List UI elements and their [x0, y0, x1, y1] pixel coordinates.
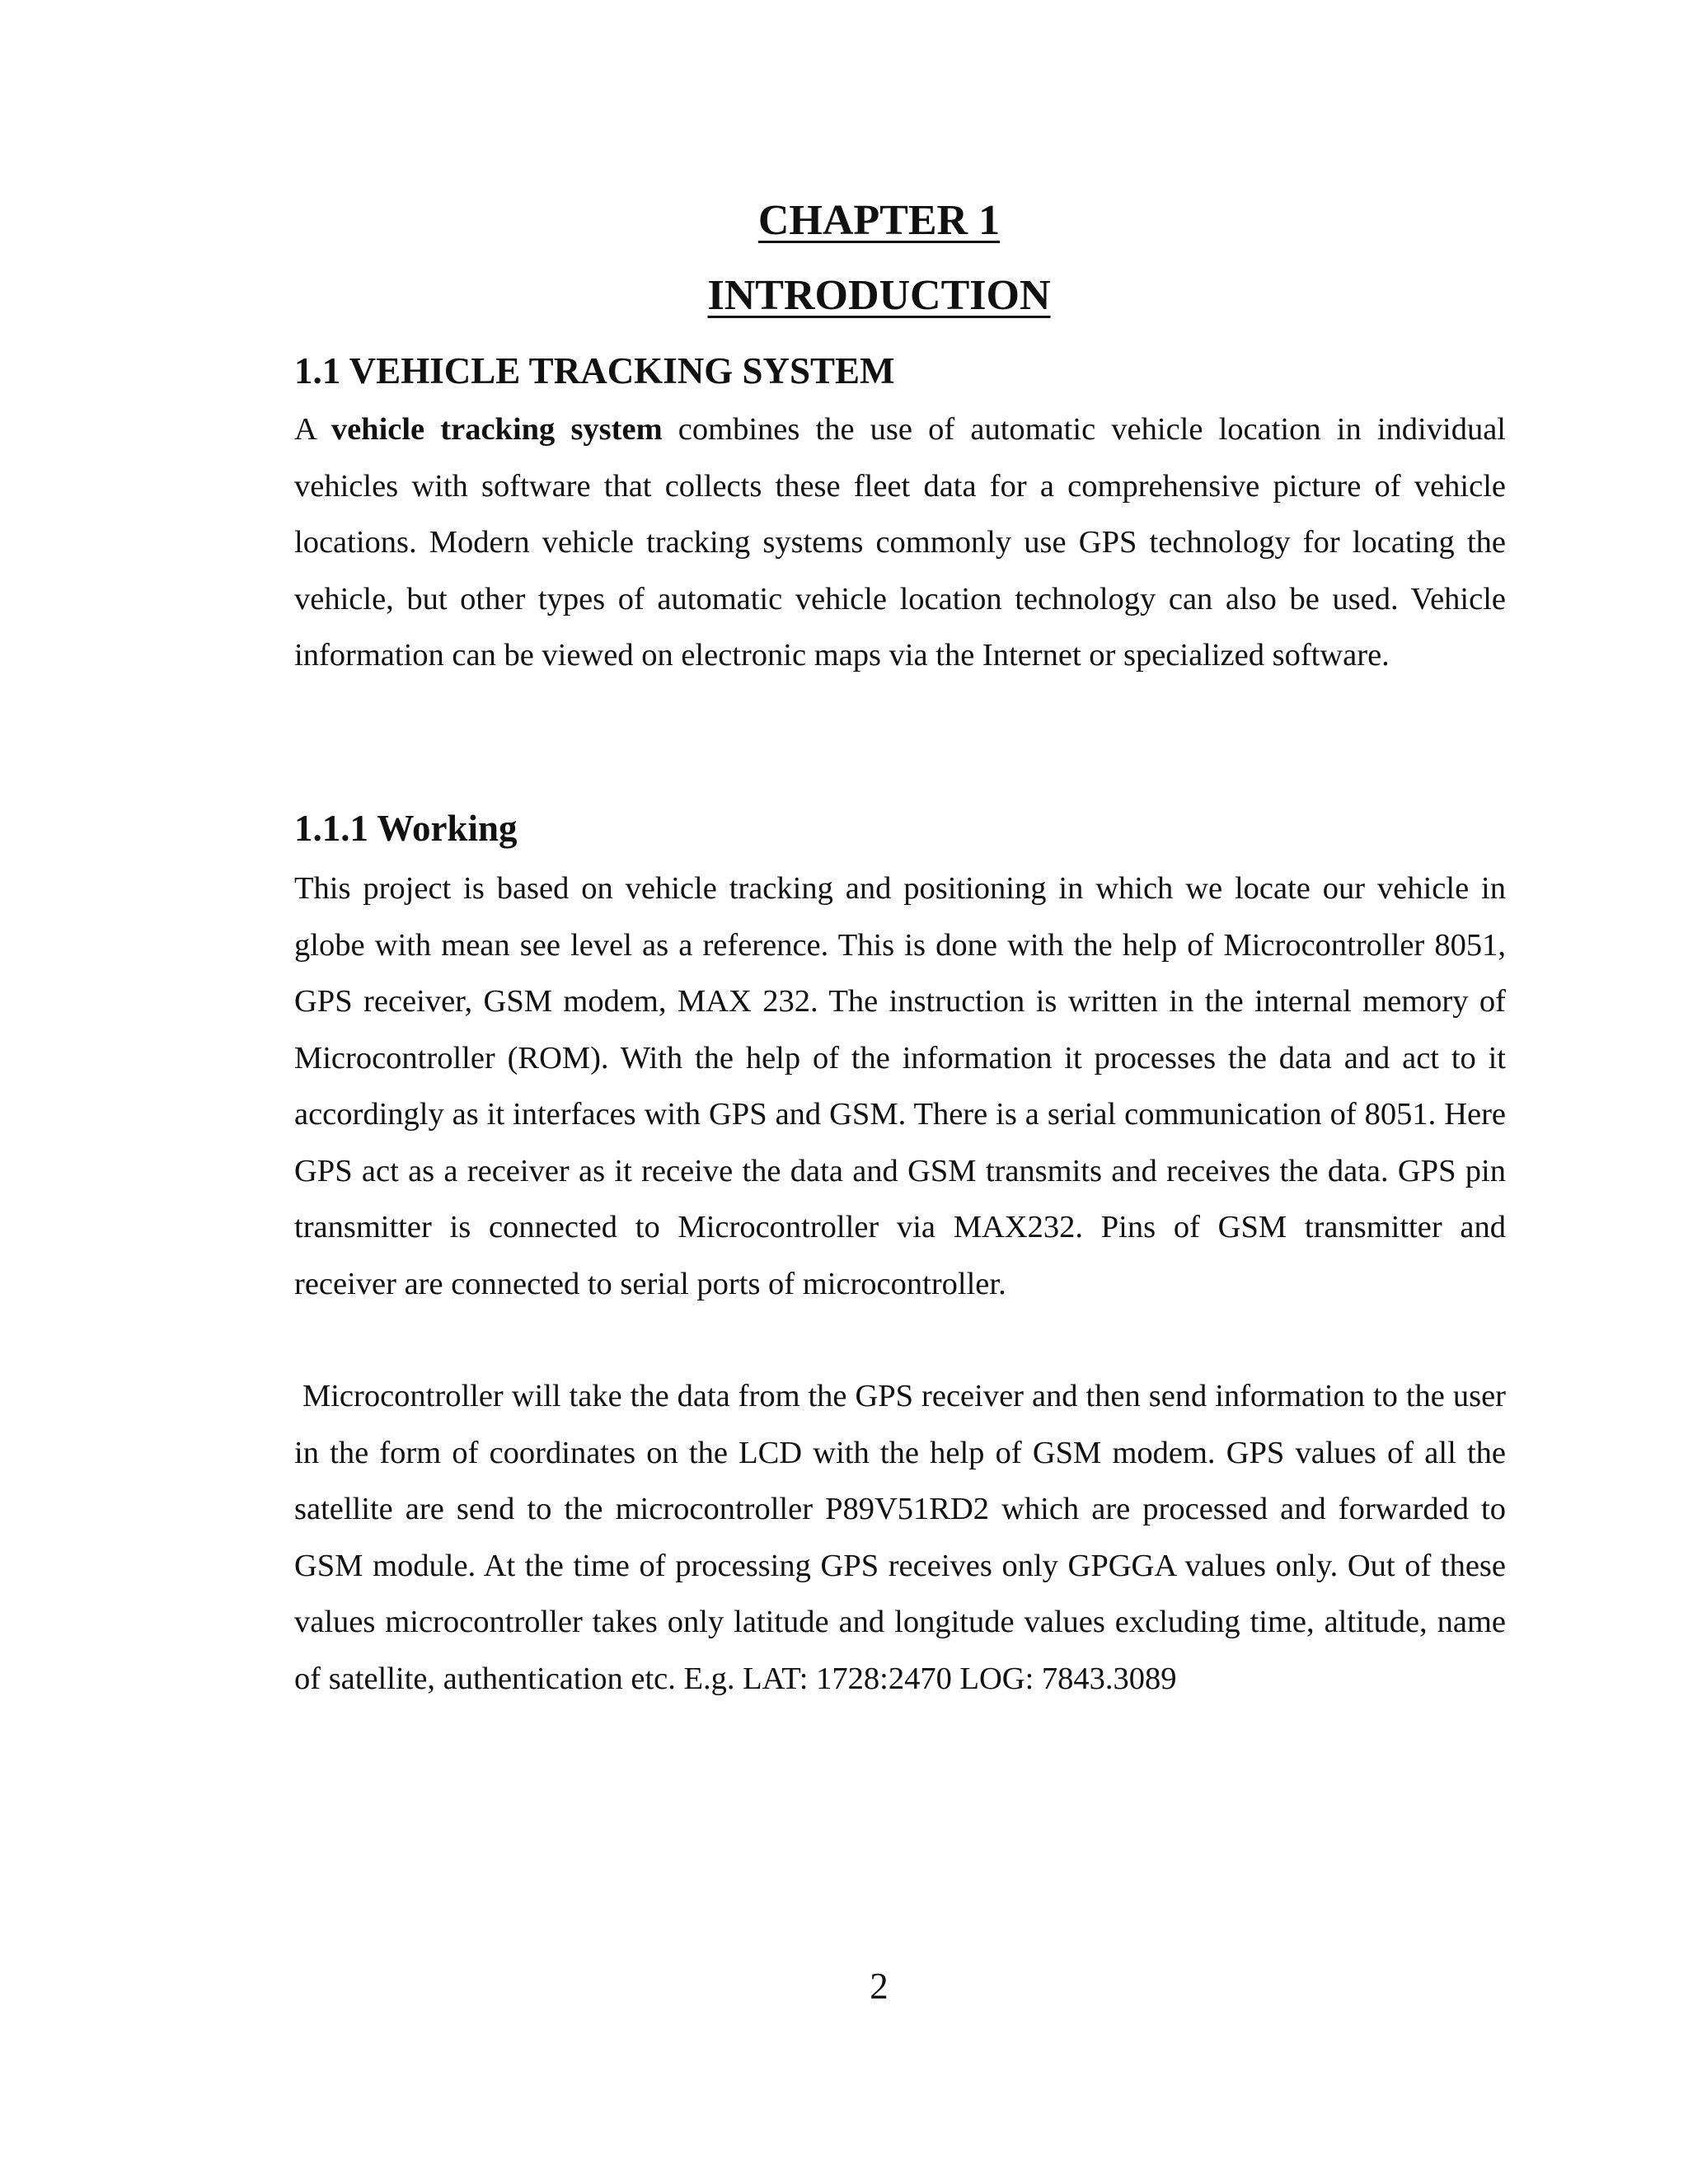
paragraph-body-text: combines the use of automatic vehicle location in individual vehicles with software that collects these fleet data for a comprehensive picture of vehicle locations. Modern vehicle tracking systems commonly use GPS technology for locating the vehicle, but other types of automatic vehicle location technology can also be used. Vehicle information can be viewed on electronic maps via the Internet or specialized software.	[294, 412, 1506, 673]
chapter-number-heading: CHAPTER 1	[757, 197, 1001, 244]
paragraph-working-overview: This project is based on vehicle tracking and positioning in which we locate our vehicle in globe with mean see level as a reference. This is done with the help of Microcontroller 8051, GPS receiver, GSM modem, MAX 232. The instruction is written in the internal memory of Microcontroller (ROM). With the help of the information it processes the data and act to it accordingly as it interfaces with GPS and GSM. There is a serial communication of 8051. Here GPS act as a receiver as it receive the data and GSM transmits and receives the data. GPS pin transmitter is connected to Microcontroller via MAX232. Pins of GSM transmitter and receiver are connected to serial ports of microcontroller.	[294, 871, 1506, 1301]
page-number: 2	[870, 1966, 889, 2007]
chapter-title-heading: INTRODUCTION	[707, 272, 1051, 319]
paragraph-working-data-flow: Microcontroller will take the data from the GPS receiver and then send information to the user in the form of coordinates on the LCD with the help of GSM modem. GPS values of all the satellite are send to the microcontroller P89V51RD2 which are processed and forwarded to GSM module. At the time of processing GPS receives only GPGGA values only. Out of these values microcontroller takes only latitude and longitude values excluding time, altitude, name of satellite, authentication etc. E.g. LAT: 1728:2470 LOG: 7843.3089	[294, 1379, 1506, 1696]
section-heading-vehicle-tracking-system: 1.1 VEHICLE TRACKING SYSTEM	[294, 350, 895, 391]
section-heading-working: 1.1.1 Working	[294, 808, 518, 849]
paragraph-vehicle-tracking-definition	[294, 401, 1506, 684]
paragraph-lead-text: A	[294, 412, 331, 447]
bold-term-vehicle-tracking-system: vehicle tracking system	[331, 412, 663, 447]
